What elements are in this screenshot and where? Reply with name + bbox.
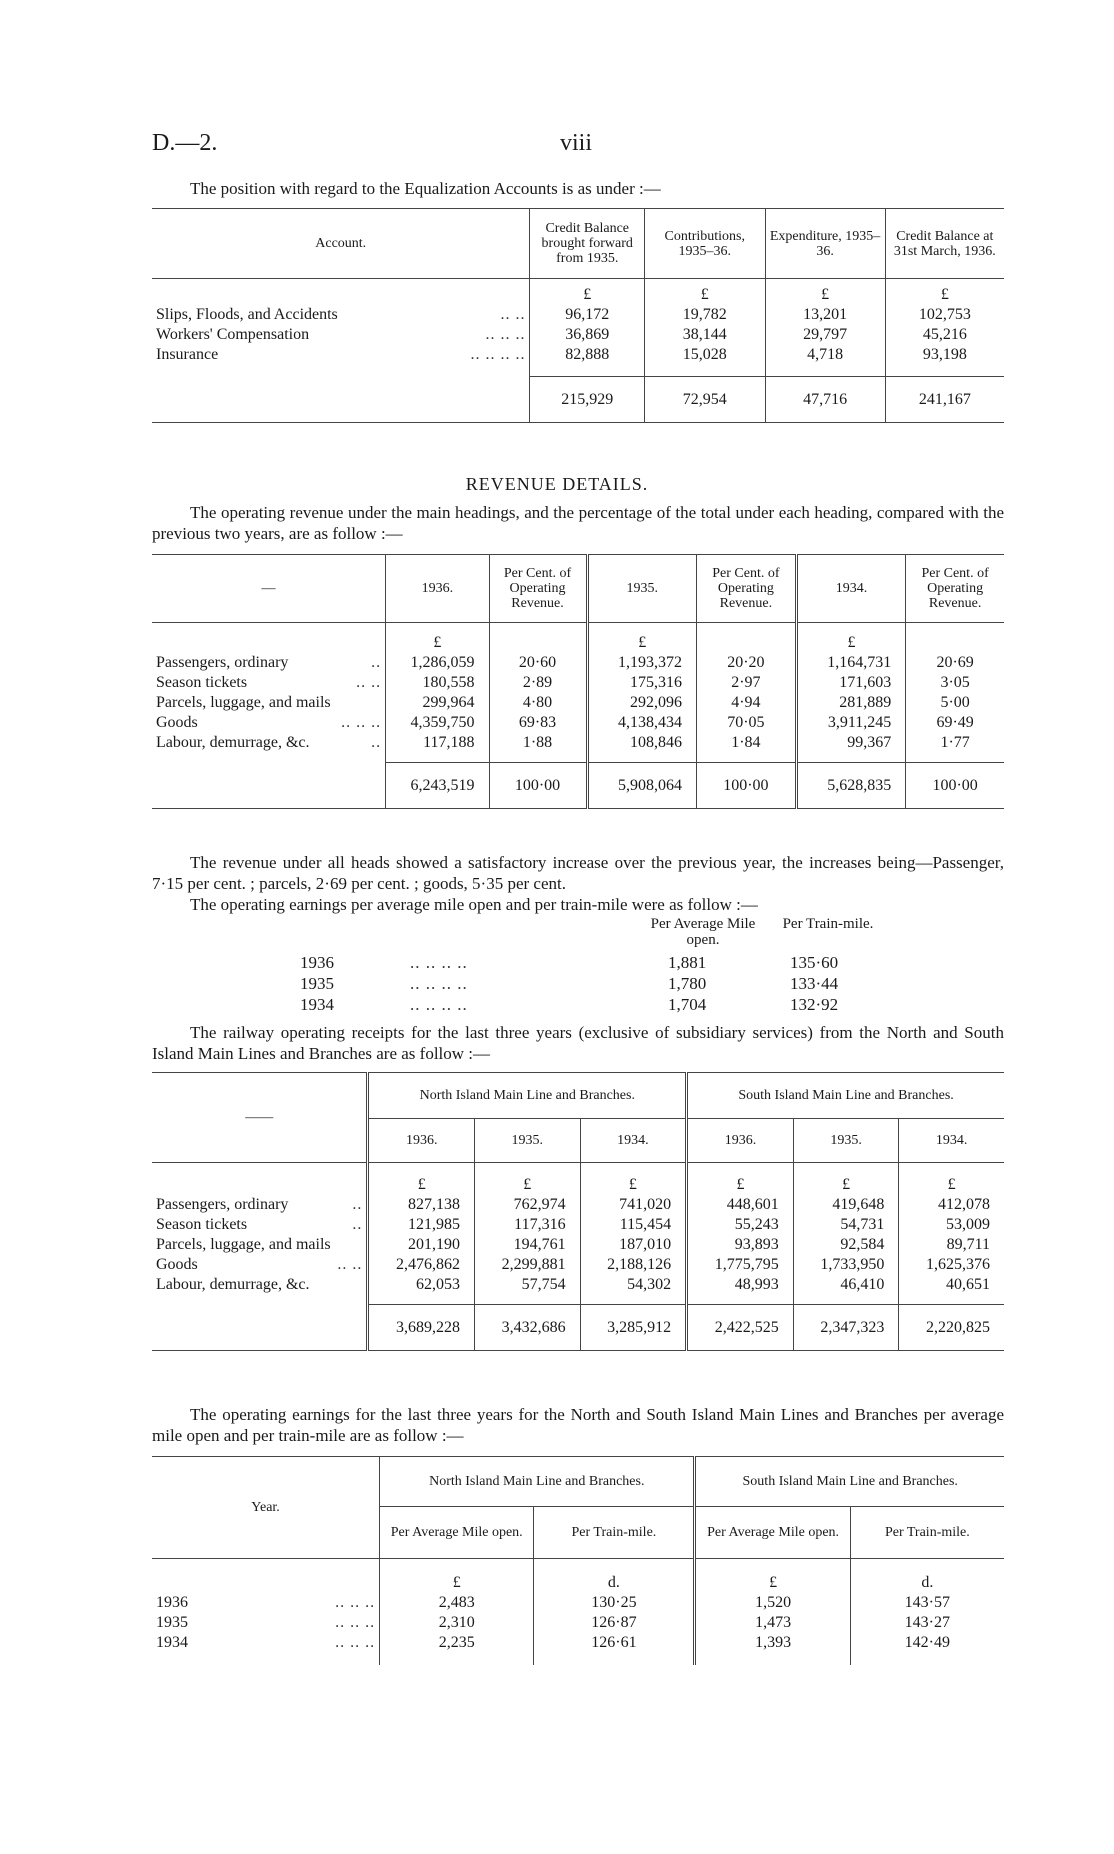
table-cell: 126·61 <box>534 1633 695 1653</box>
col-header-percent-1935: Per Cent. of Operating Revenue. <box>697 555 797 623</box>
group-header-north-island: North Island Main Line and Branches. <box>368 1073 687 1119</box>
table-cell: 827,138 <box>368 1195 475 1215</box>
unit-label: £ <box>695 1559 850 1593</box>
table-cell: 2,299,881 <box>474 1255 580 1275</box>
col-header-account: Account. <box>315 236 367 251</box>
table-cell: 93,198 <box>885 345 1004 365</box>
table-cell: 2·89 <box>489 673 587 693</box>
table-cell: 62,053 <box>368 1275 475 1295</box>
unit-label: £ <box>386 623 489 653</box>
table-cell: 1,775,795 <box>687 1255 794 1275</box>
island-receipts-table <box>152 1072 1004 1351</box>
table-cell: 1·77 <box>906 733 1004 753</box>
col-header-per-train-mile: Per Train-mile. <box>534 1507 695 1559</box>
unit-label: £ <box>530 279 645 305</box>
table-cell: 126·87 <box>534 1613 695 1633</box>
table-cell: 1,733,950 <box>793 1255 899 1275</box>
table-cell: 1,193,372 <box>587 653 697 673</box>
list-item <box>300 952 880 973</box>
total-cell: 47,716 <box>765 377 885 423</box>
unit-label: £ <box>580 1163 687 1195</box>
table-row <box>152 1235 1004 1255</box>
row-label: Goods <box>156 1255 198 1273</box>
table-row <box>152 1613 1004 1633</box>
unit-label: £ <box>368 1163 475 1195</box>
row-label: Workers' Compensation <box>156 325 310 343</box>
col-header-year: 1936. <box>368 1119 475 1163</box>
table-cell: 117,188 <box>386 733 489 753</box>
table-cell: 762,974 <box>474 1195 580 1215</box>
col-header-year: 1934. <box>580 1119 687 1163</box>
year-label: 1935 <box>300 974 334 993</box>
table-row <box>152 673 1004 693</box>
col-header-percent-1934: Per Cent. of Operating Revenue. <box>906 555 1004 623</box>
island-earnings-intro: The operating earnings for the last three years for the North and South Island Main Lines and Branches per average mile open and per train-mile are as follow :— <box>152 1405 1004 1445</box>
table-cell: 292,096 <box>587 693 697 713</box>
col-header-blank: —— <box>152 1073 368 1163</box>
table-cell: 2·97 <box>697 673 797 693</box>
table-cell: 1,625,376 <box>899 1255 1004 1275</box>
table-cell: 412,078 <box>899 1195 1004 1215</box>
table-cell: 4,138,434 <box>587 713 697 733</box>
table-cell: 40,651 <box>899 1275 1004 1295</box>
leader-dots: .. <box>371 653 382 671</box>
table-cell: 1,780 <box>668 974 707 993</box>
equalization-table <box>152 208 1004 423</box>
col-header-1934: 1934. <box>796 555 906 623</box>
table-cell: 115,454 <box>580 1215 687 1235</box>
table-cell: 741,020 <box>580 1195 687 1215</box>
table-cell: 48,993 <box>687 1275 794 1295</box>
col-header-contributions: Contributions, 1935–36. <box>645 209 765 279</box>
group-header-south-island: South Island Main Line and Branches. <box>695 1457 1004 1507</box>
leader-dots: .. .. .. <box>341 713 382 731</box>
col-header-balance-brought-forward: Credit Balance brought forward from 1935. <box>530 209 645 279</box>
table-cell: 117,316 <box>474 1215 580 1235</box>
total-cell: 2,220,825 <box>899 1305 1004 1351</box>
totals-row <box>152 377 1004 423</box>
total-cell: 100·00 <box>906 763 1004 809</box>
revenue-intro: The operating revenue under the main headings, and the percentage of the total under each heading, compared with the previous two years, are as follow :— <box>152 503 1004 543</box>
table-cell: 57,754 <box>474 1275 580 1295</box>
leader-dots: .. .. <box>337 1255 363 1273</box>
totals-row <box>152 1305 1004 1351</box>
col-header-per-average-mile: Per Average Mile open. <box>380 1507 534 1559</box>
row-label: Passengers, ordinary <box>156 653 289 671</box>
section-title: REVENUE DETAILS. <box>465 474 649 494</box>
total-cell: 100·00 <box>697 763 797 809</box>
col-header-year: 1935. <box>793 1119 899 1163</box>
table-cell: 143·57 <box>850 1593 1004 1613</box>
table-cell: 4·94 <box>697 693 797 713</box>
table-cell: 2,188,126 <box>580 1255 687 1275</box>
row-label: Season tickets <box>156 1215 248 1233</box>
earnings-small-rows <box>300 952 880 1015</box>
table-cell: 171,603 <box>796 673 906 693</box>
table-cell: 46,410 <box>793 1275 899 1295</box>
total-cell: 3,285,912 <box>580 1305 687 1351</box>
year-label: 1934 <box>300 995 334 1014</box>
table-row <box>152 1215 1004 1235</box>
list-item <box>300 994 880 1015</box>
row-label: Slips, Floods, and Accidents <box>156 305 338 323</box>
totals-row <box>152 763 1004 809</box>
table-row <box>152 653 1004 673</box>
table-cell: 201,190 <box>368 1235 475 1255</box>
table-cell: 20·69 <box>906 653 1004 673</box>
table-cell: 53,009 <box>899 1215 1004 1235</box>
table-cell: 1,164,731 <box>796 653 906 673</box>
total-cell: 3,689,228 <box>368 1305 475 1351</box>
table-cell: 69·83 <box>489 713 587 733</box>
col-header-year: 1935. <box>474 1119 580 1163</box>
table-cell: 70·05 <box>697 713 797 733</box>
leader-dots: .. .. .. .. <box>410 953 468 972</box>
year-label: 1936 <box>300 953 334 972</box>
table-cell: 130·25 <box>534 1593 695 1613</box>
table-cell: 142·49 <box>850 1633 1004 1653</box>
row-label: Passengers, ordinary <box>156 1195 289 1213</box>
table-cell: 133·44 <box>790 974 839 993</box>
table-cell: 15,028 <box>645 345 765 365</box>
table-cell: 1,473 <box>695 1613 850 1633</box>
table-cell: 1·88 <box>489 733 587 753</box>
unit-label: £ <box>793 1163 899 1195</box>
table-cell: 4,359,750 <box>386 713 489 733</box>
table-cell: 89,711 <box>899 1235 1004 1255</box>
total-cell: 100·00 <box>489 763 587 809</box>
table-cell: 20·60 <box>489 653 587 673</box>
col-header-1935: 1935. <box>587 555 697 623</box>
col-header-year: Year. <box>152 1457 380 1559</box>
total-cell: 215,929 <box>530 377 645 423</box>
col-header-expenditure: Expenditure, 1935–36. <box>765 209 885 279</box>
table-cell: 82,888 <box>530 345 645 365</box>
table-row <box>152 693 1004 713</box>
leader-dots: .. .. <box>500 305 526 323</box>
leader-dots: .. .. .. <box>335 1633 376 1651</box>
row-label: Insurance <box>156 345 219 363</box>
unit-label: £ <box>380 1559 534 1593</box>
total-cell: 72,954 <box>645 377 765 423</box>
leader-dots: .. .. .. .. <box>410 974 468 993</box>
unit-label: d. <box>534 1559 695 1593</box>
table-cell: 96,172 <box>530 305 645 325</box>
table-cell: 2,483 <box>380 1593 534 1613</box>
row-label: 1934 <box>156 1633 188 1651</box>
row-label: 1936 <box>156 1593 188 1611</box>
earnings-intro: The operating earnings per average mile open and per train-mile were as follow :— <box>190 895 758 914</box>
table-cell: 175,316 <box>587 673 697 693</box>
col-header-year: 1936. <box>687 1119 794 1163</box>
table-cell: 92,584 <box>793 1235 899 1255</box>
table-cell: 13,201 <box>765 305 885 325</box>
table-cell: 1,286,059 <box>386 653 489 673</box>
col-header-blank: — <box>261 581 276 596</box>
table-cell: 54,731 <box>793 1215 899 1235</box>
leader-dots: .. .. .. <box>335 1593 376 1611</box>
row-label: Parcels, luggage, and mails <box>156 693 331 711</box>
revenue-table <box>152 554 1004 809</box>
table-cell: 132·92 <box>790 995 839 1014</box>
unit-label: £ <box>765 279 885 305</box>
table-cell: 135·60 <box>790 953 839 972</box>
table-cell: 54,302 <box>580 1275 687 1295</box>
table-cell: 36,869 <box>530 325 645 345</box>
island-earnings-table <box>152 1456 1004 1665</box>
leader-dots: .. .. .. <box>485 325 526 343</box>
table-cell: 45,216 <box>885 325 1004 345</box>
unit-label: £ <box>885 279 1004 305</box>
table-cell: 1·84 <box>697 733 797 753</box>
table-cell: 2,476,862 <box>368 1255 475 1275</box>
table-cell: 20·20 <box>697 653 797 673</box>
table-cell: 5·00 <box>906 693 1004 713</box>
row-label: Labour, demurrage, &c. <box>156 733 310 751</box>
table-row <box>152 345 1004 365</box>
total-cell: 5,628,835 <box>796 763 906 809</box>
total-cell: 241,167 <box>885 377 1004 423</box>
col-header-per-average-mile: Per Average Mile open. <box>650 916 756 948</box>
table-row <box>152 325 1004 345</box>
table-cell: 121,985 <box>368 1215 475 1235</box>
table-cell: 1,881 <box>668 953 707 972</box>
page-number: viii <box>560 130 593 156</box>
table-cell: 143·27 <box>850 1613 1004 1633</box>
list-item <box>300 973 880 994</box>
total-cell: 6,243,519 <box>386 763 489 809</box>
unit-label: £ <box>687 1163 794 1195</box>
leader-dots: .. <box>371 733 382 751</box>
group-header-north-island: North Island Main Line and Branches. <box>380 1457 695 1507</box>
row-label: Season tickets <box>156 673 248 691</box>
leader-dots: .. .. .. .. <box>410 995 468 1014</box>
table-row <box>152 1633 1004 1653</box>
col-header-credit-balance: Credit Balance at 31st March, 1936. <box>885 209 1004 279</box>
document-reference: D.—2. <box>152 130 218 156</box>
table-cell: 299,964 <box>386 693 489 713</box>
col-header-per-train-mile: Per Train-mile. <box>782 916 874 932</box>
table-row <box>152 1195 1004 1215</box>
total-cell: 2,347,323 <box>793 1305 899 1351</box>
col-header-year: 1934. <box>899 1119 1004 1163</box>
table-cell: 3·05 <box>906 673 1004 693</box>
table-cell: 69·49 <box>906 713 1004 733</box>
row-label: Parcels, luggage, and mails <box>156 1235 331 1253</box>
total-cell: 3,432,686 <box>474 1305 580 1351</box>
table-cell: 55,243 <box>687 1215 794 1235</box>
table-cell: 93,893 <box>687 1235 794 1255</box>
table-cell: 108,846 <box>587 733 697 753</box>
total-cell: 2,422,525 <box>687 1305 794 1351</box>
unit-label: d. <box>850 1559 1004 1593</box>
col-header-1936: 1936. <box>386 555 489 623</box>
table-cell: 19,782 <box>645 305 765 325</box>
table-cell: 102,753 <box>885 305 1004 325</box>
col-header-per-average-mile: Per Average Mile open. <box>695 1507 850 1559</box>
equalization-intro: The position with regard to the Equalization Accounts is as under :— <box>190 179 661 198</box>
table-cell: 29,797 <box>765 325 885 345</box>
total-cell: 5,908,064 <box>587 763 697 809</box>
table-cell: 180,558 <box>386 673 489 693</box>
unit-label: £ <box>796 623 906 653</box>
table-row <box>152 713 1004 733</box>
table-cell: 1,393 <box>695 1633 850 1653</box>
unit-label: £ <box>899 1163 1004 1195</box>
unit-label: £ <box>474 1163 580 1195</box>
table-row <box>152 1275 1004 1295</box>
leader-dots: .. <box>352 1215 363 1233</box>
table-row <box>152 1255 1004 1275</box>
col-header-per-train-mile: Per Train-mile. <box>850 1507 1004 1559</box>
table-cell: 194,761 <box>474 1235 580 1255</box>
table-cell: 38,144 <box>645 325 765 345</box>
table-row <box>152 733 1004 753</box>
leader-dots: .. .. .. <box>335 1613 376 1631</box>
leader-dots: .. .. <box>356 673 382 691</box>
table-cell: 419,648 <box>793 1195 899 1215</box>
table-cell: 4,718 <box>765 345 885 365</box>
table-row <box>152 305 1004 325</box>
row-label: Labour, demurrage, &c. <box>156 1275 310 1293</box>
unit-label: £ <box>645 279 765 305</box>
group-header-south-island: South Island Main Line and Branches. <box>687 1073 1004 1119</box>
table-cell: 1,520 <box>695 1593 850 1613</box>
row-label: Goods <box>156 713 198 731</box>
table-cell: 2,310 <box>380 1613 534 1633</box>
table-cell: 2,235 <box>380 1633 534 1653</box>
table-cell: 99,367 <box>796 733 906 753</box>
col-header-percent-1936: Per Cent. of Operating Revenue. <box>489 555 587 623</box>
revenue-paragraph: The revenue under all heads showed a satisfactory increase over the previous year, the increases being—Passenger, 7·15 per cent. ; parcels, 2·69 per cent. ; goods, 5·35 per cent. <box>152 853 1004 893</box>
table-cell: 1,704 <box>668 995 707 1014</box>
leader-dots: .. .. .. .. <box>470 345 526 363</box>
table-row <box>152 1593 1004 1613</box>
table-cell: 187,010 <box>580 1235 687 1255</box>
row-label: 1935 <box>156 1613 188 1631</box>
leader-dots: .. <box>352 1195 363 1213</box>
island-receipts-intro: The railway operating receipts for the last three years (exclusive of subsidiary services) from the North and South Island Main Lines and Branches are as follow :— <box>152 1023 1004 1063</box>
table-cell: 448,601 <box>687 1195 794 1215</box>
table-cell: 4·80 <box>489 693 587 713</box>
table-cell: 281,889 <box>796 693 906 713</box>
unit-label: £ <box>587 623 697 653</box>
table-cell: 3,911,245 <box>796 713 906 733</box>
